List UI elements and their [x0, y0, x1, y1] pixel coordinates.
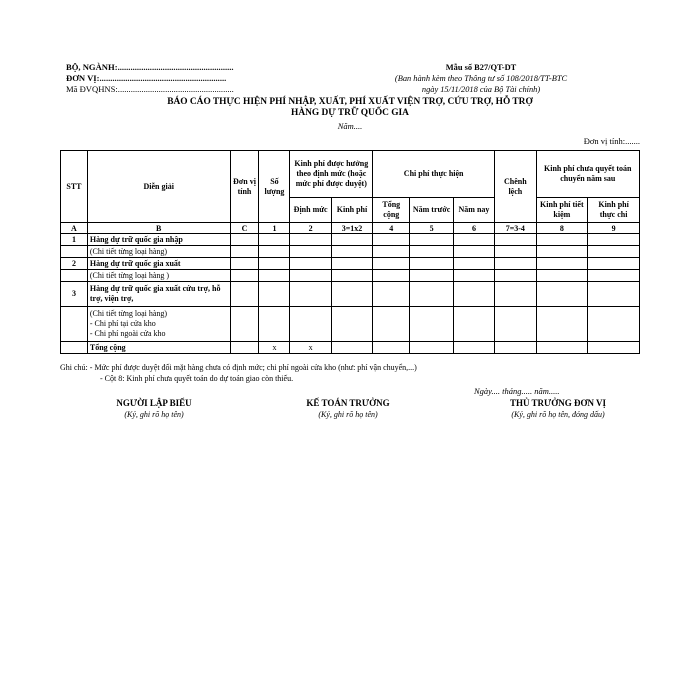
signature-title: THỦ TRƯỞNG ĐƠN VỊ [509, 398, 607, 408]
table-cell [410, 342, 453, 354]
signature-accountant [268, 398, 428, 420]
table-cell [259, 246, 290, 258]
signature-title: KẾ TOÁN TRƯỞNG [306, 398, 390, 408]
table-cell [536, 307, 588, 342]
row-rate: x [290, 342, 331, 354]
table-cell [230, 342, 259, 354]
table-cell [331, 246, 372, 258]
header-quantity: Số lượng [259, 151, 290, 223]
table-cell [410, 270, 453, 282]
row-stt: 2 [61, 258, 88, 270]
table-cell [588, 282, 640, 307]
header-approved-cost: Kinh phí [331, 198, 372, 223]
header-pending: Kinh phí chưa quyết toán chuyển năm sau [536, 151, 640, 198]
row-stt [61, 307, 88, 342]
table-cell [290, 282, 331, 307]
header-approved: Kinh phí được hưởng theo định mức (hoặc mức phí được duyệt) [290, 151, 373, 198]
form-number: Mẫu số B27/QT-DT [445, 63, 517, 72]
header-pending-saved: Kinh phí tiết kiệm [536, 198, 588, 223]
signature-instruction: (Ký, ghi rõ họ tên, đóng dấu) [511, 410, 605, 419]
column-code: A [61, 223, 88, 234]
table-cell [453, 282, 494, 307]
table-row [61, 307, 640, 342]
table-cell [259, 282, 290, 307]
table-cell [495, 258, 536, 270]
report-year: Năm.... [337, 121, 363, 131]
table-cell [453, 234, 494, 246]
table-cell [495, 307, 536, 342]
table-cell [373, 234, 410, 246]
row-description: (Chi tiết từng loại hàng) - Chi phí tại cửa kho - Chi phí ngoài cửa kho [87, 307, 230, 342]
table-row [61, 234, 640, 246]
signature-head-of-unit [478, 398, 638, 420]
table-cell [373, 307, 410, 342]
issued-line-2: ngày 15/11/2018 của Bộ Tài chính) [421, 85, 541, 94]
row-stt [61, 342, 88, 354]
table-cell [453, 307, 494, 342]
row-description: Hàng dự trữ quốc gia xuất [87, 258, 230, 270]
header-left [66, 62, 234, 95]
table-cell [373, 246, 410, 258]
table-cell [331, 258, 372, 270]
row-stt [61, 246, 88, 258]
table-cell [410, 234, 453, 246]
column-code: 7=3-4 [495, 223, 536, 234]
signature-preparer [74, 398, 234, 420]
column-code: 2 [290, 223, 331, 234]
header-approved-rate: Định mức [290, 198, 331, 223]
table-cell [373, 258, 410, 270]
row-stt [61, 270, 88, 282]
signature-instruction: (Ký, ghi rõ họ tên) [318, 410, 378, 419]
column-code: 4 [373, 223, 410, 234]
column-code: 9 [588, 223, 640, 234]
table-cell [536, 342, 588, 354]
header-difference: Chênh lệch [495, 151, 536, 223]
table-cell [290, 270, 331, 282]
table-cell [331, 270, 372, 282]
table-cell [453, 270, 494, 282]
header-description: Diễn giải [87, 151, 230, 223]
table-cell [331, 234, 372, 246]
table-cell [373, 342, 410, 354]
table-cell [495, 342, 536, 354]
table-cell [290, 246, 331, 258]
row-description: Hàng dự trữ quốc gia nhập [87, 234, 230, 246]
column-code: 5 [410, 223, 453, 234]
table-cell [453, 258, 494, 270]
table-cell [536, 234, 588, 246]
table-cell [453, 342, 494, 354]
table-cell [290, 258, 331, 270]
column-code: B [87, 223, 230, 234]
code-line: Mã ĐVQHNS:...................................................... [66, 84, 234, 94]
header-unit: Đơn vị tính [230, 151, 259, 223]
table-cell [410, 258, 453, 270]
table-cell [230, 307, 259, 342]
table-row [61, 258, 640, 270]
unit-of-measure: Đơn vị tính:....... [583, 136, 640, 146]
report-table [60, 150, 640, 354]
table-body [61, 234, 640, 354]
header-actual-this-year: Năm nay [453, 198, 494, 223]
table-cell [588, 270, 640, 282]
row-description: Tổng cộng [87, 342, 230, 354]
column-code: 6 [453, 223, 494, 234]
table-cell [331, 342, 372, 354]
table-cell [588, 246, 640, 258]
table-cell [230, 270, 259, 282]
table-row [61, 270, 640, 282]
table-cell [331, 307, 372, 342]
table-cell [259, 270, 290, 282]
table-cell [536, 258, 588, 270]
header-pending-spent: Kinh phí thực chi [588, 198, 640, 223]
table-cell [495, 246, 536, 258]
header-actual-total: Tổng cộng [373, 198, 410, 223]
table-cell [410, 246, 453, 258]
table-cell [495, 270, 536, 282]
column-code: C [230, 223, 259, 234]
table-cell [453, 246, 494, 258]
signature-title: NGƯỜI LẬP BIỂU [116, 398, 192, 408]
table-cell [373, 270, 410, 282]
unit-line: ĐƠN VỊ:........................................................... [66, 73, 227, 83]
table-row [61, 246, 640, 258]
date-line: Ngày.... tháng..... năm..... [474, 386, 560, 396]
table-row [61, 342, 640, 354]
column-code: 3=1x2 [331, 223, 372, 234]
table-cell [588, 234, 640, 246]
table-row [61, 282, 640, 307]
table-cell [536, 246, 588, 258]
table-cell [230, 282, 259, 307]
row-quantity: x [259, 342, 290, 354]
table-cell [588, 307, 640, 342]
table-cell [290, 234, 331, 246]
column-code-row [61, 223, 640, 234]
table-cell [331, 282, 372, 307]
row-stt: 1 [61, 234, 88, 246]
table-cell [259, 258, 290, 270]
header-right [372, 62, 590, 95]
table-cell [230, 234, 259, 246]
table-cell [230, 246, 259, 258]
row-description: Hàng dự trữ quốc gia xuất cứu trợ, hỗ trợ, viện trợ, [87, 282, 230, 307]
note-line-1: Ghi chú: - Mức phí được duyệt đối mặt hàng chưa có định mức; chi phí ngoài cửa kho (như: phí vận chuyển,...) [60, 363, 417, 372]
table-cell [410, 282, 453, 307]
report-title-line-1: BÁO CÁO THỰC HIỆN PHÍ NHẬP, XUẤT, PHÍ XUẤT VIỆN TRỢ, CỨU TRỢ, HỖ TRỢ [167, 97, 533, 107]
header-stt: STT [61, 151, 88, 223]
table-cell [230, 258, 259, 270]
row-description: (Chi tiết từng loại hàng ) [87, 270, 230, 282]
ministry-line: BỘ, NGÀNH:...................................................... [66, 62, 234, 72]
table-cell [259, 307, 290, 342]
column-code: 8 [536, 223, 588, 234]
report-title-line-2: HÀNG DỰ TRỮ QUỐC GIA [291, 108, 409, 118]
table-cell [259, 234, 290, 246]
note-line-2: - Cột 8: Kinh phí chưa quyết toán do dự toán giao còn thiếu. [100, 374, 294, 383]
column-code: 1 [259, 223, 290, 234]
row-stt: 3 [61, 282, 88, 307]
issued-line-1: (Ban hành kèm theo Thông tư số 108/2018/TT-BTC [394, 74, 568, 83]
table-cell [495, 282, 536, 307]
table-cell [588, 342, 640, 354]
table-cell [410, 307, 453, 342]
table-cell [373, 282, 410, 307]
table-cell [536, 282, 588, 307]
header-actual-prev-year: Năm trước [410, 198, 453, 223]
table-cell [588, 258, 640, 270]
notes [60, 362, 417, 384]
table-cell [495, 234, 536, 246]
signature-instruction: (Ký, ghi rõ họ tên) [124, 410, 184, 419]
header-actual-cost: Chi phí thực hiện [373, 151, 495, 198]
table-cell [290, 307, 331, 342]
row-description: (Chi tiết từng loại hàng) [87, 246, 230, 258]
table-cell [536, 270, 588, 282]
